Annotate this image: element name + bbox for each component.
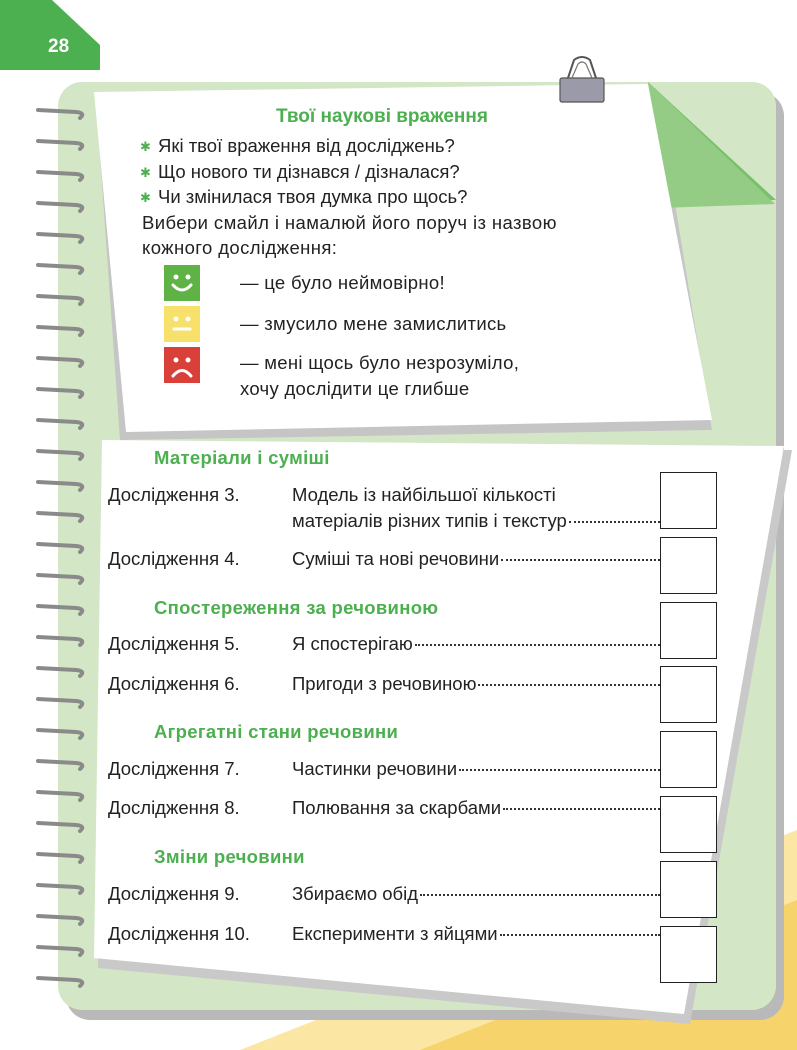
row-label: Дослідження 10.: [108, 923, 250, 944]
answer-box[interactable]: [660, 861, 717, 918]
answer-box[interactable]: [660, 602, 717, 659]
row-title: Пригоди з речовиною: [292, 671, 660, 697]
binder-clip-icon: [560, 57, 604, 102]
row-title: Суміші та нові речовини: [292, 546, 660, 572]
row-label: Дослідження 7.: [108, 758, 240, 779]
neutral-smiley-icon: [164, 306, 200, 342]
row-title: Експерименти з яйцями: [292, 921, 660, 947]
row-label: Дослідження 8.: [108, 797, 240, 818]
row-title: Збираємо обід: [292, 881, 660, 907]
row-label: Дослідження 4.: [108, 548, 240, 569]
asterisk-icon: ✱: [140, 190, 151, 205]
legend-text-neutral: — змусило мене замислитись: [240, 313, 507, 334]
page-number: 28: [48, 36, 70, 57]
sad-smiley-icon: [164, 347, 200, 383]
answer-box[interactable]: [660, 926, 717, 983]
answer-box[interactable]: [660, 537, 717, 594]
happy-smiley-icon: [164, 265, 200, 301]
section-title: Агрегатні стани речовини: [154, 721, 399, 742]
answer-box[interactable]: [660, 666, 717, 723]
row-label: Дослідження 6.: [108, 673, 240, 694]
asterisk-icon: ✱: [140, 165, 151, 180]
asterisk-icon: ✱: [140, 139, 151, 154]
section-title: Матеріали і суміші: [154, 447, 330, 468]
answer-box[interactable]: [660, 796, 717, 853]
legend-text-happy: — це було неймовірно!: [240, 272, 445, 293]
legend-text-sad: — мені щось було незрозуміло,: [240, 352, 520, 373]
answer-box[interactable]: [660, 731, 717, 788]
question-item: ✱ Чи змінилася твоя думка про щось?: [140, 186, 468, 207]
question-item: ✱ Які твої враження від досліджень?: [140, 135, 455, 156]
row-title: Модель із найбільшої кількості матеріалів різних типів і текстур: [292, 482, 660, 534]
row-label: Дослідження 9.: [108, 883, 240, 904]
row-label: Дослідження 3.: [108, 484, 240, 505]
section-title: Зміни речовини: [154, 846, 305, 867]
section-title: Спостереження за речовиною: [154, 597, 439, 618]
answer-box[interactable]: [660, 472, 717, 529]
row-title: Я спостерігаю: [292, 631, 660, 657]
row-label: Дослідження 5.: [108, 633, 240, 654]
question-item: ✱ Що нового ти дізнався / дізналася?: [140, 161, 460, 182]
row-title: Полювання за скарбами: [292, 795, 660, 821]
impressions-title: Твої наукові враження: [276, 106, 488, 127]
row-title: Частинки речовини: [292, 756, 660, 782]
legend-text-sad-line2: хочу дослідити це глибше: [240, 378, 470, 399]
instruction-text: Вибери смайл і намалюй його поруч із назвою кожного дослідження:: [142, 212, 557, 258]
